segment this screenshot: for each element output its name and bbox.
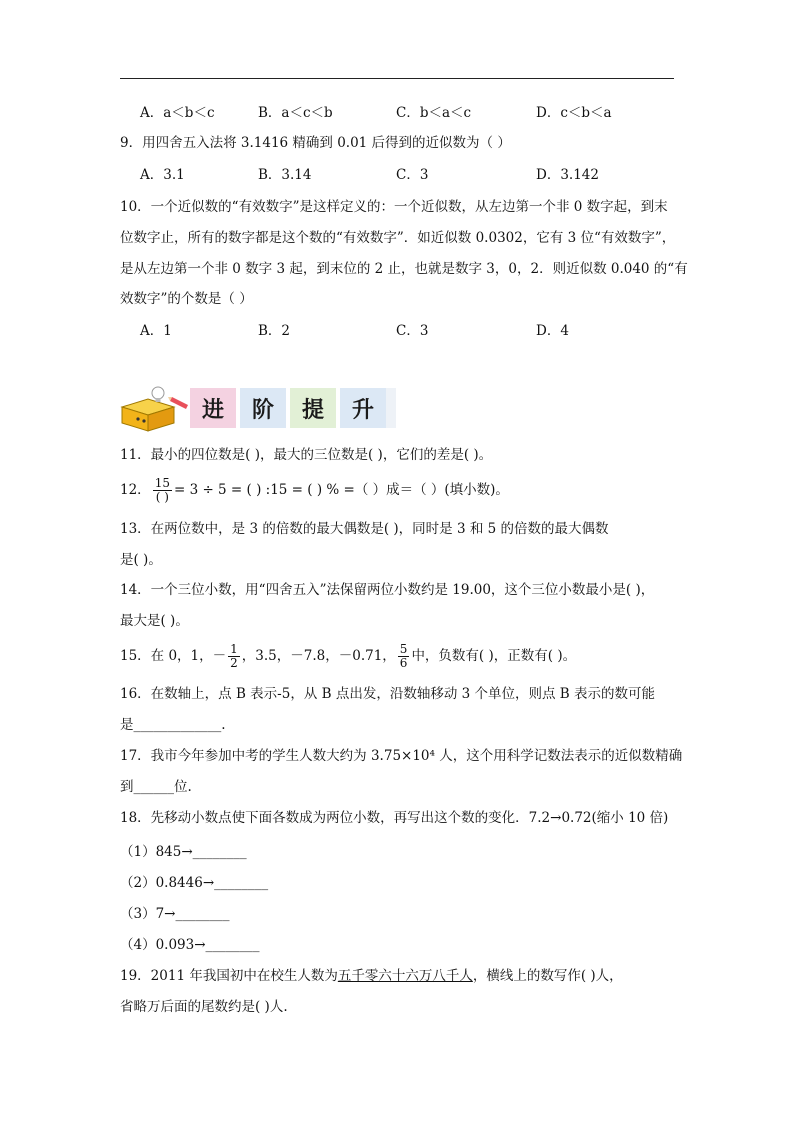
- q13-line-2: 是( )。: [120, 552, 162, 568]
- q9-option-d: D．3.142: [536, 167, 599, 183]
- q19-line-2: 省略万后面的尾数约是( )人.: [120, 999, 288, 1015]
- q9-stem: 9．用四舍五入法将 3.1416 精确到 0.01 后得到的近似数为（ ）: [120, 135, 511, 151]
- q15-fraction-2-numerator: 5: [399, 642, 408, 656]
- q9-option-c: C．3: [396, 167, 429, 183]
- q18-item-1: （1）845→________: [120, 844, 247, 860]
- q8-option-a: A．a＜b＜c: [140, 105, 215, 121]
- q17-line-2: 到______位.: [120, 779, 192, 795]
- q18-stem: 18．先移动小数点使下面各数成为两位小数，再写出这个数的变化．7.2→0.72(缩小 10 倍): [120, 810, 669, 826]
- q12-fraction-numerator: 15: [154, 476, 170, 490]
- q12-label: 12．: [120, 482, 151, 498]
- q12-fraction: [153, 477, 172, 504]
- toolbox-lightbulb-icon: [118, 385, 190, 433]
- q17-line-1: 17．我市今年参加中考的学生人数大约为 3.75×10⁴ 人，这个用科学记数法表示的近似数精确: [120, 748, 683, 764]
- banner-char-1: 进: [190, 388, 236, 428]
- q15-fraction-1-denominator: 2: [230, 656, 238, 670]
- q16-line-2: 是_____________.: [120, 717, 226, 733]
- q10-line-3: 是从左边第一个非 0 数字 3 起，到末位的 2 止，也就是数字 3，0，2．则近似数 0.040 的“有: [120, 261, 688, 277]
- q10-option-c: C．3: [396, 323, 429, 339]
- q12: [120, 472, 509, 508]
- header-rule: [120, 78, 674, 79]
- q14-line-1: 14．一个三位小数，用“四舍五入”法保留两位小数约是 19.00，这个三位小数最小是( )，: [120, 582, 655, 598]
- q10-option-a: A．1: [140, 323, 172, 339]
- q10-line-1: 10．一个近似数的“有效数字”是这样定义的：一个近似数，从左边第一个非 0 数字起，到末: [120, 199, 668, 215]
- q15-part-2: ，3.5，－7.8，－0.71，: [241, 648, 396, 664]
- q15-fraction-2: [398, 643, 410, 670]
- q18-item-4: （4）0.093→________: [120, 937, 260, 953]
- q10-option-b: B．2: [258, 323, 291, 339]
- q10-option-d: D．4: [536, 323, 569, 339]
- q18-item-2: （2）0.8446→________: [120, 875, 269, 891]
- banner-tail: [386, 388, 396, 428]
- q15-part-3: 中，负数有( )，正数有( )。: [411, 648, 577, 664]
- q15-fraction-2-denominator: 6: [399, 656, 408, 670]
- q15-part-1: 15．在 0，1，－: [120, 648, 227, 664]
- q12-rest: = 3 ÷ 5 = ( ) :15 = ( ) % =（ ）成＝（ ）(填小数)。: [173, 482, 509, 498]
- q13-line-1: 13．在两位数中，是 3 的倍数的最大偶数是( )，同时是 3 和 5 的倍数的最大偶数: [120, 521, 609, 537]
- q11: 11．最小的四位数是( )，最大的三位数是( )，它们的差是( )。: [120, 447, 493, 463]
- q16-line-1: 16．在数轴上，点 B 表示-5，从 B 点出发，沿数轴移动 3 个单位，则点 B 表示的数可能: [120, 686, 656, 702]
- section-banner: [118, 385, 398, 433]
- banner-char-3: 提: [290, 388, 336, 428]
- q9-option-a: A．3.1: [140, 167, 185, 183]
- q8-option-c: C．b＜a＜c: [396, 105, 472, 121]
- q8-option-b: B．a＜c＜b: [258, 105, 333, 121]
- q15-fraction-1: [228, 643, 240, 670]
- q19-part-2: ，横线上的数写作( )人，: [472, 968, 623, 984]
- q15-fraction-1-numerator: 1: [230, 642, 238, 656]
- q10-line-4: 效数字”的个数是（ ）: [120, 291, 253, 307]
- q15: [120, 638, 576, 674]
- q19-underlined-number: 五千零六十六万八千人: [337, 968, 473, 984]
- q10-line-2: 位数字止，所有的数字都是这个数的“有效数字”．如近似数 0.0302，它有 3 位“有效数字”，: [120, 230, 676, 246]
- q8-option-d: D．c＜b＜a: [536, 105, 612, 121]
- banner-char-4: 升: [340, 388, 386, 428]
- q9-option-b: B．3.14: [258, 167, 312, 183]
- q14-line-2: 最大是( )。: [120, 613, 189, 629]
- q19-line-1: [120, 967, 623, 985]
- q12-fraction-denominator: ( ): [155, 490, 169, 504]
- banner-char-2: 阶: [240, 388, 286, 428]
- q19-part-1: 19．2011 年我国初中在校生人数为: [120, 968, 338, 984]
- q18-item-3: （3）7→________: [120, 906, 230, 922]
